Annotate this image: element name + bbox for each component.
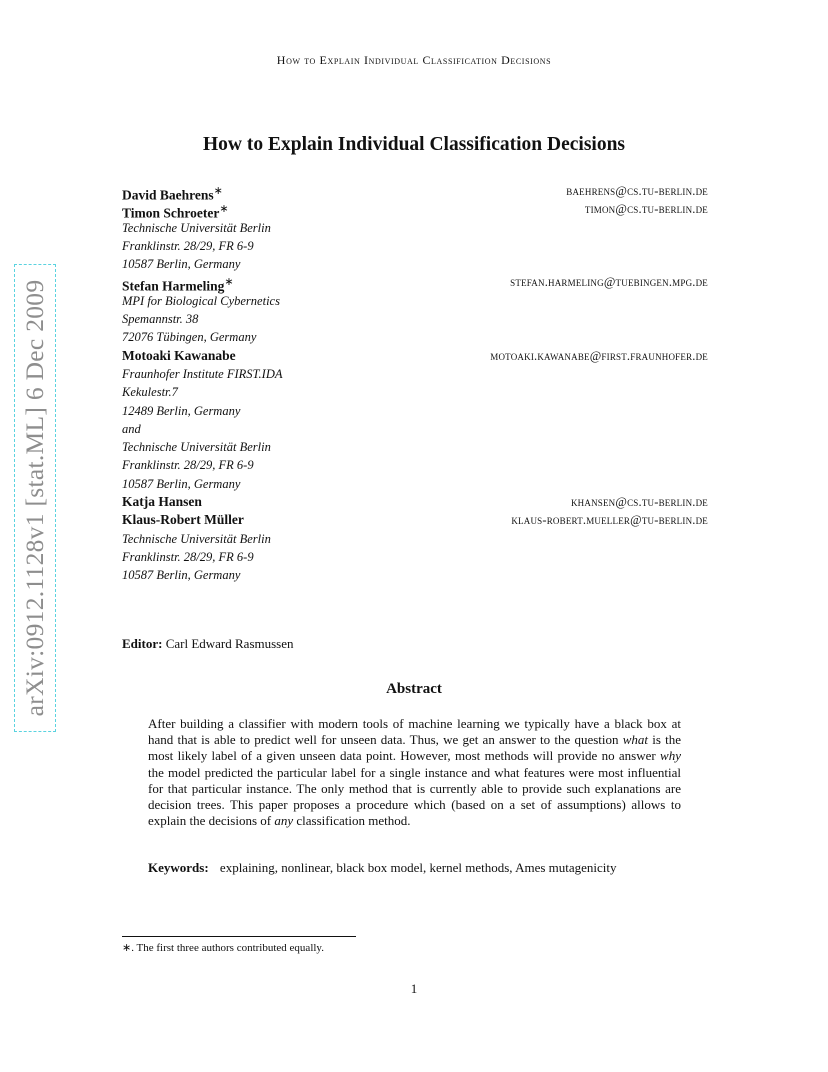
editor-line <box>122 636 294 652</box>
affiliation-line: Kekulestr.7 <box>122 385 178 400</box>
abstract-emphasis: any <box>274 813 294 829</box>
author-email[interactable]: stefan.harmeling@tuebingen.mpg.de <box>510 275 708 290</box>
author-row <box>122 273 708 294</box>
abstract-emphasis: what <box>622 732 649 748</box>
affiliation-line: Technische Universität Berlin <box>122 531 271 546</box>
author-name: Timon Schroeter <box>122 205 220 221</box>
author-row <box>122 200 708 221</box>
author-name: Stefan Harmeling <box>122 278 225 294</box>
abstract-text-segment: After building a classifier with modern tools of machine learning we typically have a black box at hand that is able to predict well for unseen data. Thus, we get an answer to the question <box>148 716 681 748</box>
author-email[interactable]: khansen@cs.tu-berlin.de <box>570 495 708 510</box>
affiliation-line: Franklinstr. 28/29, FR 6-9 <box>122 458 254 473</box>
footnote: ∗. The first three authors contributed equally. <box>122 942 324 954</box>
affiliation-line: Technische Universität Berlin <box>122 220 271 235</box>
page-number: 1 <box>410 981 418 996</box>
affiliation-line: Franklinstr. 28/29, FR 6-9 <box>122 549 254 564</box>
affiliation-line: 10587 Berlin, Germany <box>122 568 241 583</box>
keywords-label: Keywords: <box>148 860 209 875</box>
author-block <box>122 182 708 585</box>
abstract-emphasis: why <box>660 748 681 764</box>
author-row <box>122 182 708 203</box>
abstract-text-segment: classification method. <box>293 813 411 829</box>
keywords-line <box>148 860 688 876</box>
author-name: Motoaki Kawanabe <box>122 347 236 363</box>
footnote-rule <box>122 936 356 937</box>
affiliation-line: MPI for Biological Cybernetics <box>122 293 280 308</box>
author-name: Klaus-Robert Müller <box>122 512 244 528</box>
affiliation-line: Franklinstr. 28/29, FR 6-9 <box>122 238 254 253</box>
paper-title: How to Explain Individual Classification Decisions <box>202 134 626 155</box>
author-row <box>122 511 708 529</box>
author-name: Katja Hansen <box>122 494 202 510</box>
affiliation-line: Technische Universität Berlin <box>122 440 271 455</box>
affiliation-line: 10587 Berlin, Germany <box>122 476 241 491</box>
affiliation-line: 12489 Berlin, Germany <box>122 403 241 418</box>
author-email[interactable]: klaus-robert.mueller@tu-berlin.de <box>511 513 708 528</box>
editor-label: Editor: <box>122 636 163 651</box>
author-row <box>122 347 708 365</box>
author-email[interactable]: baehrens@cs.tu-berlin.de <box>566 184 708 198</box>
abstract-text-segment: the model predicted the particular label for a single instance and what features were most influential for that particular instance. The only method that is currently able to provide such explanations are decision trees. This paper proposes a procedure which (based on a set of assumptions) allows to explain the decisions of <box>148 764 681 829</box>
author-name: David Baehrens <box>122 187 214 203</box>
author-mark: ∗ <box>224 276 234 289</box>
running-head: How to Explain Individual Classification Decisions <box>276 53 552 67</box>
abstract-text-segment: is the most likely label of a given unseen data point. However, most methods will provide no answer <box>148 732 681 764</box>
affiliation-line: Fraunhofer Institute FIRST.IDA <box>122 366 283 381</box>
editor-name: Carl Edward Rasmussen <box>165 636 294 651</box>
author-mark: ∗ <box>213 185 223 197</box>
affiliation-line: 72076 Tübingen, Germany <box>122 330 257 345</box>
affiliation-line: Spemannstr. 38 <box>122 312 199 327</box>
affiliation-line: and <box>122 421 141 436</box>
author-row <box>122 493 708 511</box>
abstract-text <box>148 716 681 829</box>
arxiv-stamp[interactable] <box>14 264 56 732</box>
author-mark: ∗ <box>219 203 229 216</box>
abstract-heading: Abstract <box>386 681 442 697</box>
arxiv-identifier[interactable]: arXiv:0912.1128v1 [stat.ML] 6 Dec 2009 <box>20 279 49 717</box>
author-email[interactable]: motoaki.kawanabe@first.fraunhofer.de <box>490 348 708 363</box>
author-email[interactable]: timon@cs.tu-berlin.de <box>584 202 708 217</box>
affiliation-line: 10587 Berlin, Germany <box>122 257 241 272</box>
keywords-text: explaining, nonlinear, black box model, kernel methods, Ames mutagenicity <box>219 860 617 875</box>
